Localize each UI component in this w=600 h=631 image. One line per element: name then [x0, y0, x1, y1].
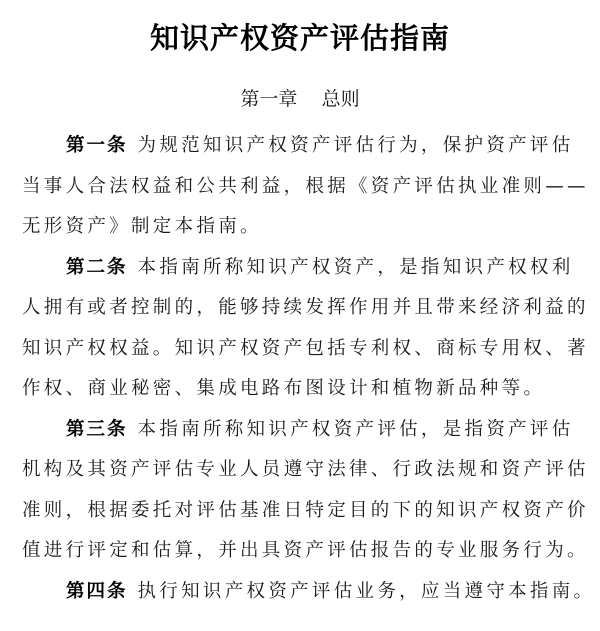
article-line [22, 410, 574, 451]
article-line [22, 248, 574, 289]
article-line: 值进行评定和估算，并出具资产评估报告的专业服务行为。 [22, 540, 589, 561]
article-line [22, 126, 574, 167]
article-label: 第三条 [66, 418, 128, 440]
article-label: 第四条 [66, 580, 128, 602]
article-text: 本指南所称知识产权资产评估，是指资产评估 [137, 418, 574, 440]
article-2 [22, 248, 589, 410]
chapter-heading: 第一章 总则 [240, 88, 360, 110]
article-line: 作权、商业秘密、集成电路布图设计和植物新品种等。 [22, 378, 546, 399]
article-line: 准则，根据委托对评估基准日特定目的下的知识产权资产价 [22, 499, 589, 521]
article-line: 人拥有或者控制的，能够持续发挥作用并且带来经济利益的 [22, 297, 589, 318]
document-title: 知识产权资产评估指南 [149, 21, 450, 55]
article-line [22, 572, 596, 613]
article-text: 为规范知识产权资产评估行为，保护资产评估 [137, 135, 574, 156]
article-4 [22, 572, 596, 613]
article-line: 知识产权权益。知识产权资产包括专利权、商标专用权、著 [22, 337, 589, 359]
article-1 [22, 126, 589, 248]
article-line: 当事人合法权益和公共利益，根据《资产评估执业准则—— [22, 175, 589, 197]
article-label: 第一条 [66, 135, 128, 156]
articles-section [22, 126, 596, 612]
article-text: 执行知识产权资产评估业务，应当遵守本指南。 [137, 580, 596, 602]
article-text: 本指南所称知识产权资产，是指知识产权权利 [137, 256, 574, 278]
article-label: 第二条 [66, 256, 128, 278]
article-3 [22, 410, 589, 572]
article-line: 机构及其资产评估专业人员遵守法律、行政法规和资产评估 [22, 459, 589, 480]
article-line: 无形资产》制定本指南。 [22, 216, 262, 237]
